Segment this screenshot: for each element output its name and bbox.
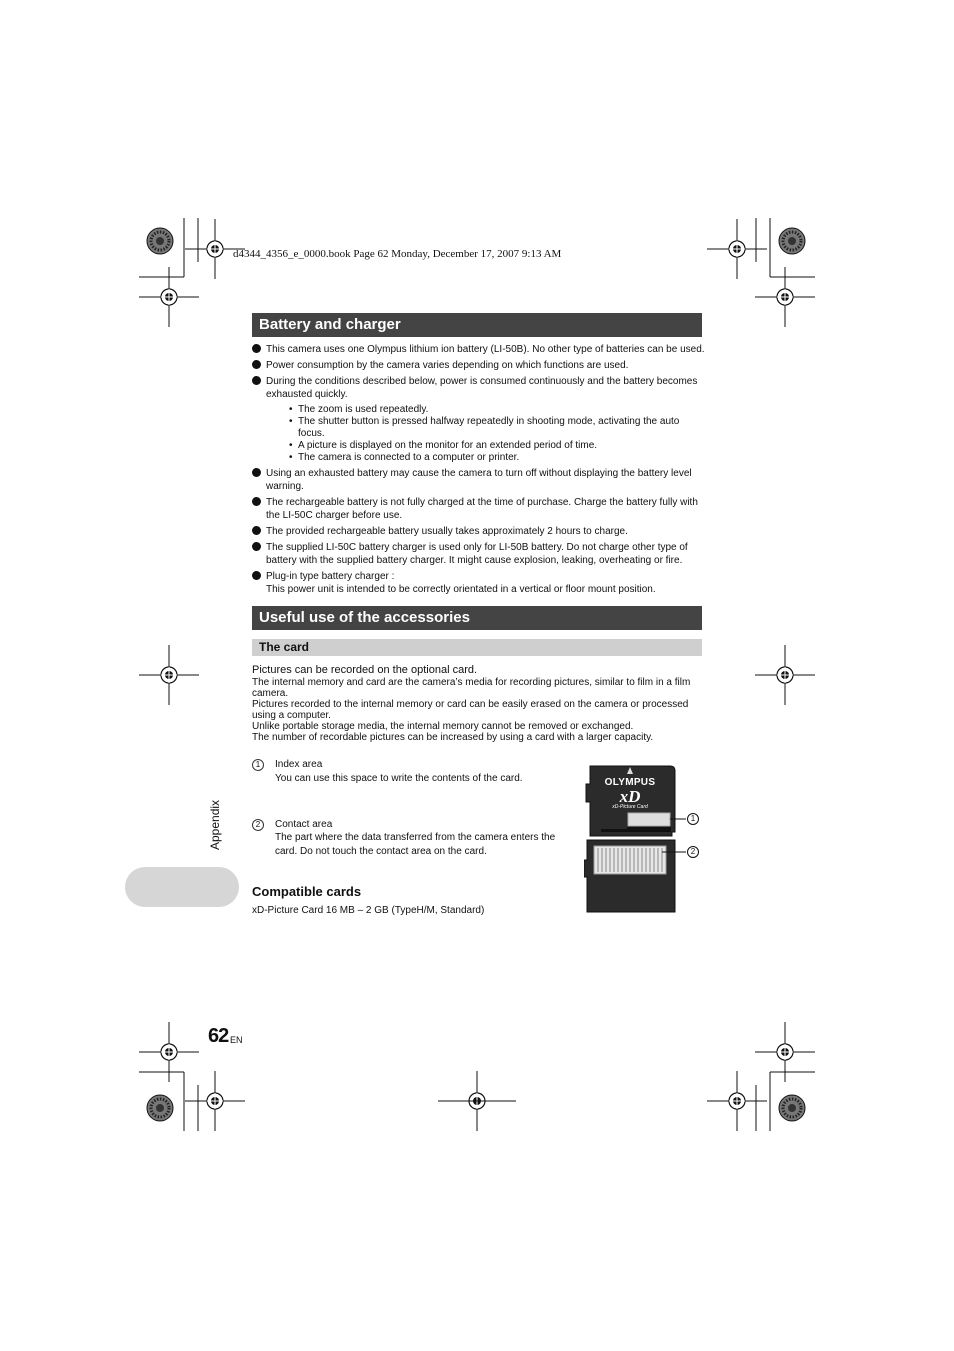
card-callout-2: 2 <box>690 847 696 856</box>
battery-bullet-list <box>252 343 707 599</box>
bullet-icon <box>252 526 261 535</box>
condition-item: • A picture is displayed on the monitor for an extended period of time. <box>289 440 707 452</box>
battery-section-title: Battery and charger <box>252 313 702 337</box>
list-item: Plug-in type battery charger : This power unit is intended to be correctly orientated in a vertical or floor mount position. <box>252 570 707 596</box>
page-number: 62 <box>208 1025 229 1047</box>
plugin-note: This power unit is intended to be correctly orientated in a vertical or floor mount position. <box>266 584 656 595</box>
bullet-icon <box>252 571 261 580</box>
compatible-cards-text: xD-Picture Card 16 MB – 2 GB (TypeH/M, Standard) <box>252 905 485 916</box>
card-subheading: The card <box>252 639 702 656</box>
contact-area-desc: The part where the data transferred from the camera enters the card. Do not touch the contact area on the card. <box>275 832 556 857</box>
card-paragraph: Unlike portable storage media, the internal memory cannot be removed or exchanged. <box>252 721 634 732</box>
bullet-icon <box>252 468 261 477</box>
accessories-section-title: Useful use of the accessories <box>252 606 702 630</box>
list-item: Power consumption by the camera varies depending on which functions are used. <box>252 359 707 372</box>
list-item: The provided rechargeable battery usually takes approximately 2 hours to charge. <box>252 525 707 538</box>
section-tab <box>125 867 239 907</box>
card-paragraph: The number of recordable pictures can be increased by using a card with a larger capacity. <box>252 732 654 743</box>
condition-item: • The zoom is used repeatedly. <box>289 404 707 416</box>
card-paragraph: Pictures recorded to the internal memory or card can be easily erased on the camera or processed using a computer. <box>252 699 689 721</box>
contact-area-label: Contact area <box>275 819 333 830</box>
bullet-icon <box>252 376 261 385</box>
bullet-icon <box>252 497 261 506</box>
side-tab-label: Appendix <box>208 799 222 850</box>
list-item: The rechargeable battery is not fully charged at the time of purchase. Charge the battery fully with the LI-50C charger before use. <box>252 496 707 522</box>
card-callout-1: 1 <box>690 814 696 823</box>
language-code: EN <box>230 1035 243 1045</box>
bullet-icon <box>252 542 261 551</box>
list-item: Using an exhausted battery may cause the camera to turn off without displaying the battery level warning. <box>252 467 707 493</box>
index-area-label: Index area <box>275 759 323 770</box>
bullet-icon <box>252 344 261 353</box>
index-area-desc: You can use this space to write the contents of the card. <box>275 773 523 784</box>
list-item: This camera uses one Olympus lithium ion battery (LI-50B). No other type of batteries can be used. <box>252 343 707 356</box>
card-brand: OLYMPUS <box>604 777 656 788</box>
list-item: During the conditions described below, power is consumed continuously and the battery becomes exhausted quickly. • The zoom is used repeatedly. • The shutter button is pressed halfway repeatedly in shooting mode, activating the auto focus. • A picture is displayed on the monitor for an extended period of time. • The camera is connected to a computer or printer. <box>252 375 707 464</box>
condition-list <box>266 404 707 464</box>
condition-item: • The shutter button is pressed halfway repeatedly in shooting mode, activating the auto focus. <box>289 416 707 440</box>
compatible-cards-heading: Compatible cards <box>252 884 362 899</box>
list-item: The supplied LI-50C battery charger is used only for LI-50B battery. Do not charge other type of battery with the supplied battery charger. It might cause explosion, leaking, overheating or fire. <box>252 541 707 567</box>
condition-item: • The camera is connected to a computer or printer. <box>289 452 707 464</box>
bullet-icon <box>252 360 261 369</box>
card-sub-label: xD-Picture Card <box>612 804 648 810</box>
callout-marker-2: 2 <box>252 819 264 831</box>
file-info-header: d4344_4356_e_0000.book Page 62 Monday, December 17, 2007 9:13 AM <box>233 248 562 260</box>
callout-marker-1: 1 <box>252 759 264 771</box>
card-description <box>252 664 704 743</box>
xd-logo: xD <box>619 787 641 806</box>
card-lead: Pictures can be recorded on the optional card. <box>252 664 478 676</box>
card-paragraph: The internal memory and card are the camera’s media for recording pictures, similar to film in a film camera. <box>252 677 691 699</box>
